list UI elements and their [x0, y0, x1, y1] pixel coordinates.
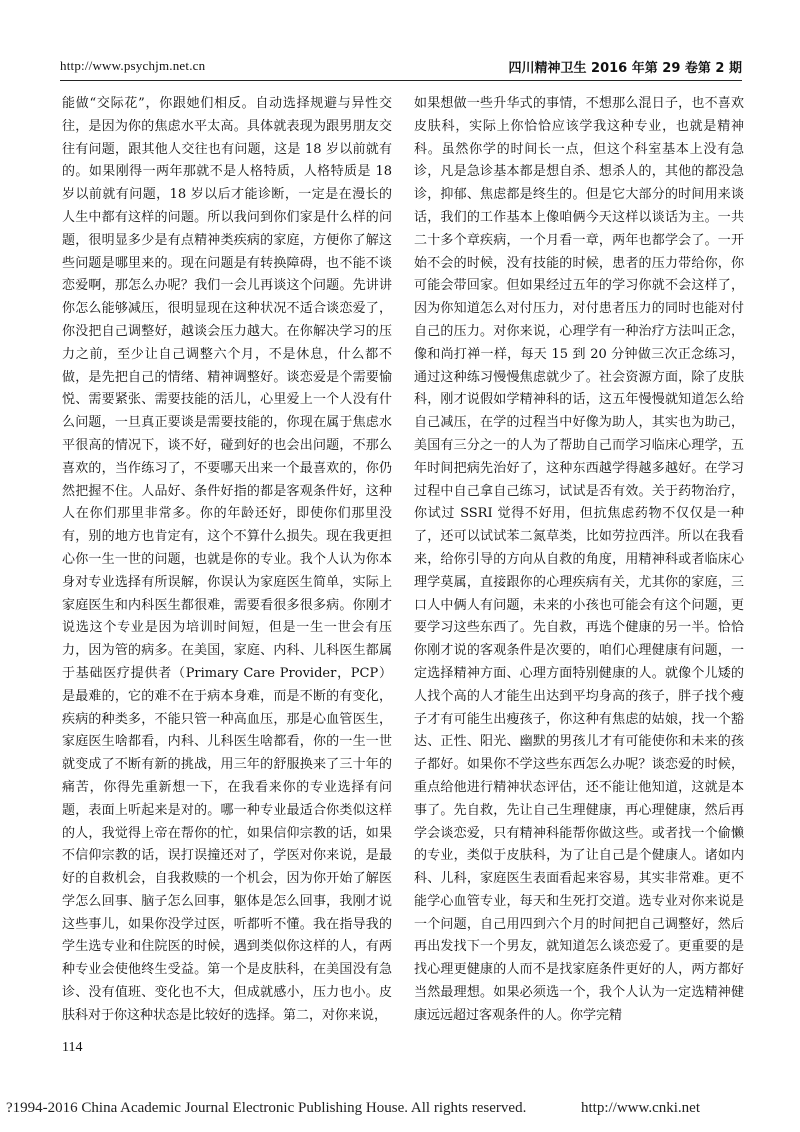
- page-number: 114: [62, 1040, 83, 1055]
- header-journal-info: 四川精神卫生 2016 年第 29 卷第 2 期: [508, 61, 742, 76]
- header-url: http://www.psychjm.net.cn: [60, 58, 206, 73]
- header-rule: [60, 80, 742, 81]
- footer-copyright: ?1994-2016 China Academic Journal Electronic Publishing House. All rights reserved.: [6, 1100, 527, 1116]
- footer-site-link[interactable]: http://www.cnki.net: [580, 1100, 700, 1116]
- body-text-right-column: 如果想做一些升华式的事情，不想那么混日子，也不喜欢皮肤科，实际上你恰恰应该学我这种专业，也就是精神科。虽然你学的时间长一点，但这个科室基本上没有急诊，凡是急诊基本都是想自杀、想杀人的，其他的都没急诊，抑郁、焦虑都是终生的。但是它大部分的时间用来谈话，我们的工作基本上像咱俩今天这样以谈话为主。一共二十多个章疾病，一个月看一章，两年也都学会了。一开始不会的时候，没有技能的时候，患者的压力带给你，你可能会带回家。但如果经过五年的学习你就不会这样了，因为你知道怎么对付压力，对付患者压力的同时也能对付自己的压力。对你来说，心理学有一种治疗方法叫正念，像和尚打禅一样，每天 15 到 20 分钟做三次正念练习，通过这种练习慢慢焦虑就少了。社会资源方面，除了皮肤科，刚才说假如学精神科的话，这五年慢慢就知道怎么给自己减压，在学的过程当中好像为助人，其实也为助己，美国有三分之一的人为了帮助自己而学习临床心理学，五年时间把病先治好了，这种东西越学得越多越好。在学习过程中自己拿自己练习，试试是否有效。关于药物治疗，你试过 SSRI 觉得不好用，但抗焦虑药物不仅仅是一种了，还可以试试苯二氮草类，比如劳拉西泮。所以在我看来，给你引导的方向从自救的角度，用精神科或者临床心理学莫属，直接跟你的心理疾病有关，尤其你的家庭，三口人中俩人有问题，未来的小孩也可能会有这个问题，更要学习这些东西了。先自救，再选个健康的另一半。恰恰你刚才说的客观条件是次要的，咱们心理健康有问题，一定选择精神方面、心理方面特别健康的人。就像个儿矮的人找个高的人才能生出达到平均身高的孩子，胖子找个瘦子才有可能生出瘦孩子，你这种有焦虑的姑娘，找一个豁达、正性、阳光、幽默的男孩儿才有可能使你和未来的孩子都好。如果你不学这些东西怎么办呢？谈恋爱的时候，重点给他进行精神状态评估，还不能让他知道，这就是本事了。先自救，先让自己生理健康，再心理健康，然后再学会谈恋爱，只有精神科能帮你做这些。或者找一个偷懒的专业，类似于皮肤科，为了让自己是个健康人。诸如内科、儿科，家庭医生表面看起来容易，其实非常难。更不能学心血管专业，每天和生死打交道。选专业对你来说是一个问题，自己用四到六个月的时间把自己调整好，然后再出发找下一个男友，就知道怎么谈恋爱了。更重要的是找心理更健康的人而不是找家庭条件更好的人，两方都好当然最理想。如果必须选一个，我个人认为一定选精神健康远远超过客观条件的人。你学完精: [414, 96, 744, 1023]
- body-text-left-column: 能做“交际花”，你跟她们相反。自动选择规避与异性交往，是因为你的焦虑水平太高。具体就表现为跟男朋友交往有问题，跟其他人交往也有问题，这是 18 岁以前就有的。如果刚得一两年那就不是人格特质，人格特质是 18 岁以前就有问题，18 岁以后才能诊断，一定是在漫长的人生中都有这样的问题。所以我问到你们家是什么样的问题，很明显多少是有点精神类疾病的家庭，方便你了解这些问题是哪里来的。现在问题是有转换障碍，也不能不谈恋爱啊，那怎么办呢？我们一会儿再谈这个问题。先讲讲你怎么能够减压，很明显现在这种状况不适合谈恋爱了，你没把自己调整好，越谈会压力越大。在你解决学习的压力之前，至少让自己调整六个月，不是休息，什么都不做，是先把自己的情绪、精神调整好。谈恋爱是个需要愉悦、需要紧张、需要技能的活儿，心里爱上一个人没有什么问题，一旦真正要谈是需要技能的，你现在属于焦虑水平很高的情况下，谈不好，碰到好的也会出问题，不那么喜欢的，当作练习了，不要哪天出来一个最喜欢的，你仍然把握不住。人品好、条件好指的都是客观条件好，这种人在你们那里非常多。你的年龄还好，即使你们那里没有，别的地方也肯定有，这个不算什么损失。现在我更担心你一生一世的问题，也就是你的专业。我个人认为你本身对专业选择有所误解，你误认为家庭医生简单，实际上家庭医生和内科医生都很难，需要看很多很多病。你刚才说选这个专业是因为培训时间短，但是一生一世会有压力，因为管的病多。在美国，家庭、内科、儿科医生都属于基础医疗提供者（Primary Care Provider，PCP）是最难的，它的难不在于病本身难，而是不断的有变化，疾病的种类多，不能只管一种高血压，那是心血管医生，家庭医生啥都看，内科、儿科医生啥都看，你的一生一世就变成了不断有新的挑战，用三年的舒服换来了三十年的痛苦，你得先重新想一下，在我看来你的专业选择有问题，表面上听起来是对的。哪一种专业最适合你类似这样的人，我觉得上帝在帮你的忙，如果信仰宗教的话，如果不信仰宗教的话，误打误撞还对了，学医对你来说，是最好的自救机会，自我救赎的一个机会，因为你开始了解医学怎么回事、脑子怎么回事，躯体是怎么回事，我刚才说这些事儿，如果你没学过医，听都听不懂。我在指导我的学生选专业和住院医的时候，遇到类似你这样的人，有两种专业会使他终生受益。第一个是皮肤科，在美国没有急诊、没有值班、变化也不大，但成就感小，压力也小。皮肤科对于你这种状态是比较好的选择。第二，对你来说，: [62, 96, 392, 1023]
